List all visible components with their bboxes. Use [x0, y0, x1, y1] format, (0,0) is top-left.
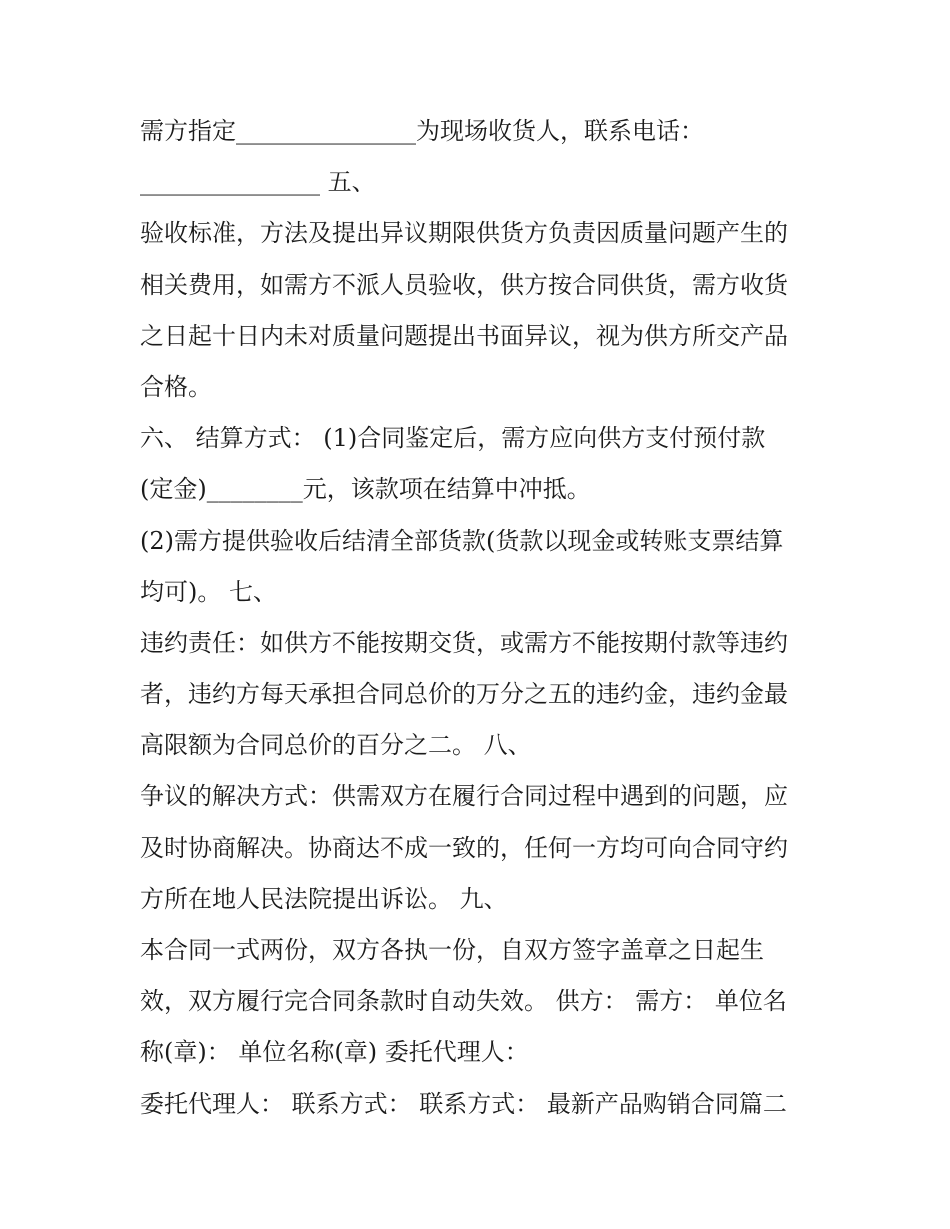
text-line: 及时协商解决。协商达不成一致的，任何一方均可向合同守约: [140, 833, 788, 862]
text-line: 效，双方履行完合同条款时自动失效。 供方： 需方： 单位名: [140, 987, 787, 1016]
text-line: (定金)________元，该款项在结算中冲抵。: [140, 475, 591, 504]
text-line: 方所在地人民法院提出诉讼。 九、: [140, 884, 508, 913]
text-line: 高限额为合同总价的百分之二。 八、: [140, 731, 532, 760]
text-line: 之日起十日内未对质量问题提出书面异议，视为供方所交产品: [140, 321, 788, 350]
text-line: (2)需方提供验收后结清全部货款(货款以现金或转账支票结算: [140, 526, 784, 555]
text-line: 委托代理人： 联系方式： 联系方式： 最新产品购销合同篇二: [140, 1089, 787, 1118]
text-line: _______________ 五、: [140, 168, 376, 197]
text-line: 违约责任：如供方不能按期交货，或需方不能按期付款等违约: [140, 628, 788, 657]
contract-text: [140, 106, 820, 1130]
text-line: 验收标准，方法及提出异议期限供货方负责因质量问题产生的: [140, 219, 788, 248]
text-line: 合格。: [140, 372, 212, 401]
text-line: 均可)。 七、: [140, 577, 277, 606]
text-line: 争议的解决方式：供需双方在履行合同过程中遇到的问题，应: [140, 782, 788, 811]
text-line: 需方指定_______________为现场收货人，联系电话：: [140, 117, 704, 145]
text-line: 相关费用，如需方不派人员验收，供方按合同供货，需方收货: [140, 270, 788, 299]
text-line: 称(章)： 单位名称(章) 委托代理人：: [140, 1038, 529, 1067]
text-line: 六、 结算方式： (1)合同鉴定后，需方应向供方支付预付款: [140, 424, 766, 453]
text-line: 本合同一式两份，双方各执一份，自双方签字盖章之日起生: [140, 936, 764, 964]
text-line: 者，违约方每天承担合同总价的万分之五的违约金，违约金最: [140, 680, 788, 709]
